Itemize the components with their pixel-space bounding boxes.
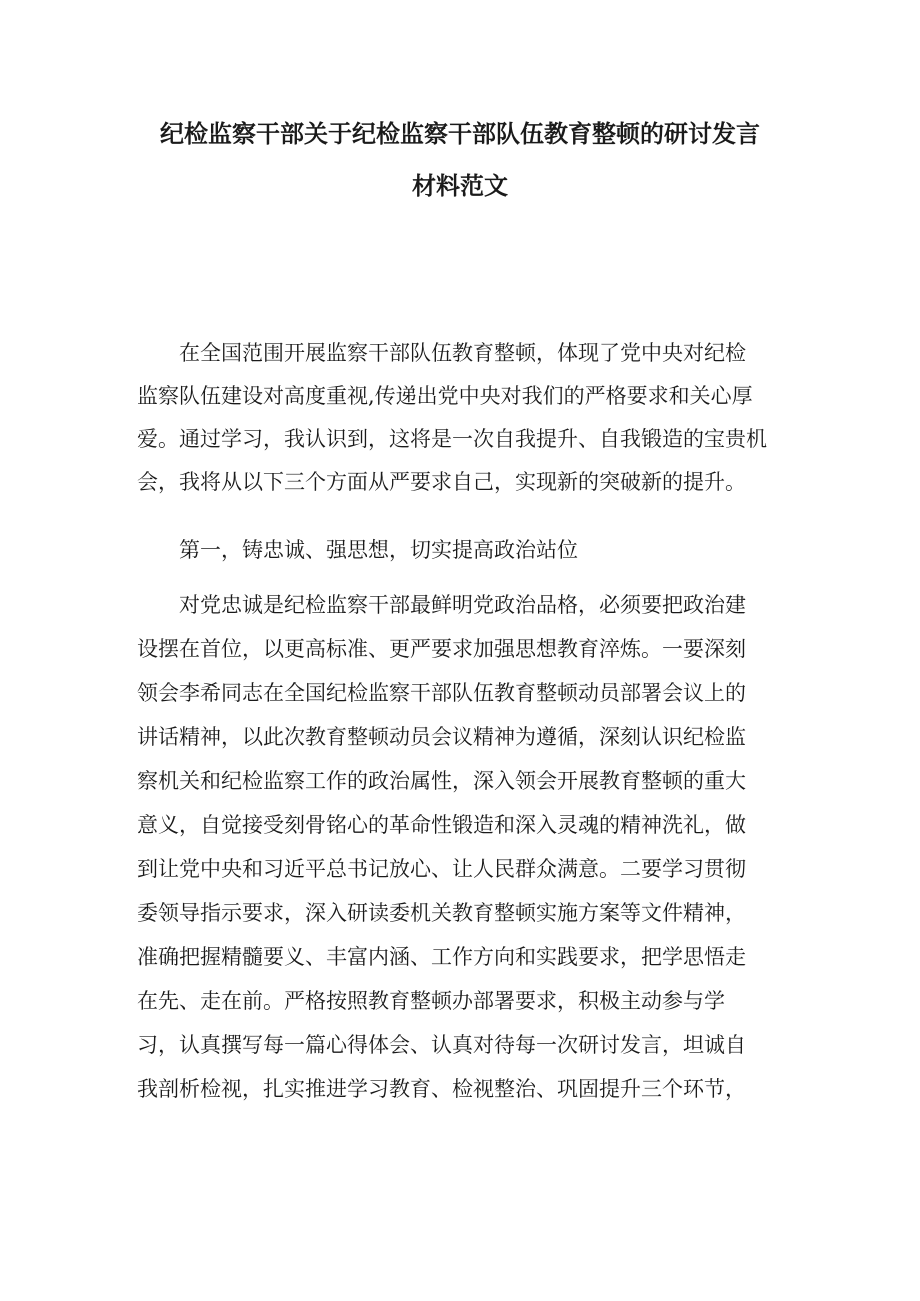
- paragraph-2-line-7: 到让党中央和习近平总书记放心、让人民群众满意。二要学习贯彻: [137, 857, 746, 881]
- paragraph-1-line-3: 爱。通过学习，我认识到，这将是一次自我提升、自我锻造的宝贵机: [137, 427, 767, 451]
- paragraph-2-line-8: 委领导指示要求，深入研读委机关教育整顿实施方案等文件精神，: [137, 901, 746, 925]
- paragraph-2-line-2: 设摆在首位，以更高标准、更严要求加强思想教育淬炼。一要深刻: [137, 637, 746, 661]
- paragraph-2-line-5: 察机关和纪检监察工作的政治属性，深入领会开展教育整顿的重大: [137, 769, 746, 793]
- paragraph-1-line-1: 在全国范围开展监察干部队伍教育整顿，体现了党中央对纪检: [179, 341, 746, 365]
- paragraph-2-line-3: 领会李希同志在全国纪检监察干部队伍教育整顿动员部署会议上的: [137, 681, 746, 705]
- document-title-line-1: 纪检监察干部关于纪检监察干部队伍教育整顿的研讨发言: [160, 120, 760, 148]
- paragraph-2-line-12: 我剖析检视，扎实推进学习教育、检视整治、巩固提升三个环节，: [137, 1077, 746, 1101]
- document-title-line-2: 材料范文: [412, 172, 508, 200]
- paragraph-2-line-10: 在先、走在前。严格按照教育整顿办部署要求，积极主动参与学: [137, 989, 725, 1013]
- paragraph-2-line-9: 准确把握精髓要义、丰富内涵、工作方向和实践要求，把学思悟走: [137, 945, 746, 969]
- paragraph-2-line-1: 对党忠诚是纪检监察干部最鲜明党政治品格，必须要把政治建: [179, 593, 746, 617]
- paragraph-1-line-2: 监察队伍建设对高度重视,传递出党中央对我们的严格要求和关心厚: [137, 384, 753, 408]
- paragraph-2-line-6: 意义，自觉接受刻骨铭心的革命性锻造和深入灵魂的精神洗礼，做: [137, 813, 746, 837]
- section-heading-1: 第一，铸忠诚、强思想，切实提高政治站位: [179, 538, 578, 562]
- paragraph-1-line-4: 会，我将从以下三个方面从严要求自己，实现新的突破新的提升。: [137, 470, 746, 494]
- paragraph-2-line-11: 习，认真撰写每一篇心得体会、认真对待每一次研讨发言，坦诚自: [137, 1033, 746, 1057]
- paragraph-2-line-4: 讲话精神，以此次教育整顿动员会议精神为遵循，深刻认识纪检监: [137, 725, 746, 749]
